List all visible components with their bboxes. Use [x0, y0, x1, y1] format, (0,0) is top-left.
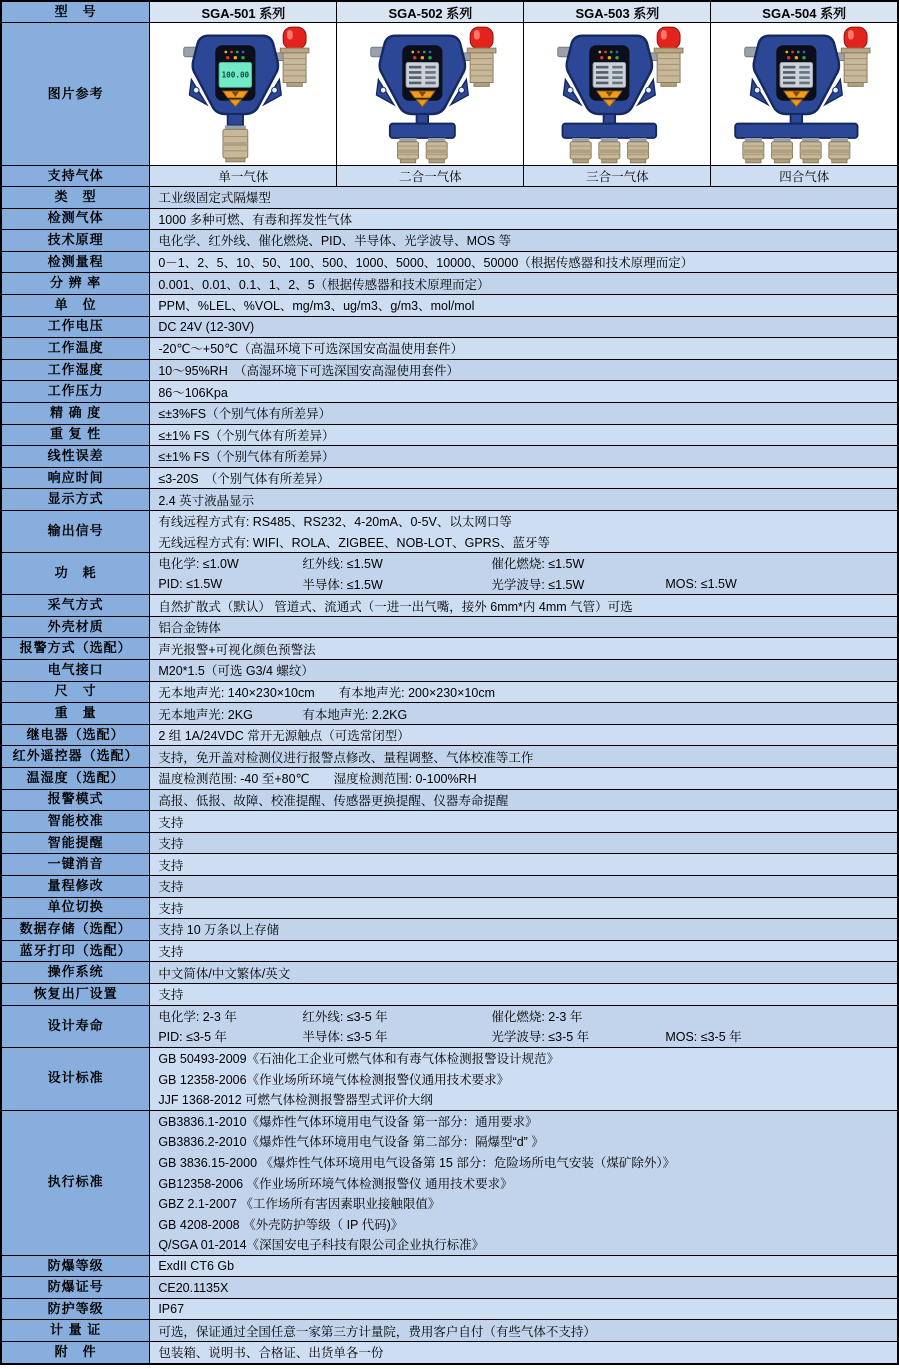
- spec-row-label: 工作压力: [1, 381, 150, 403]
- spec-value-segment: 半导体: ≤1.5W: [302, 577, 383, 592]
- spec-row-value: [150, 273, 898, 295]
- spec-row: [1, 832, 898, 854]
- spec-value-segment: 有本地声光: 200×230×10cm: [338, 685, 495, 700]
- spec-row: [1, 553, 898, 595]
- spec-row-value: [150, 446, 898, 468]
- spec-value-segment: 中文简体/中文繁体/英文: [158, 966, 291, 981]
- sga-504-quad-gas-detector: [718, 24, 890, 164]
- spec-row-label: 计 量 证: [1, 1320, 150, 1342]
- spec-row: [1, 940, 898, 962]
- spec-value-line: [150, 553, 897, 574]
- spec-value-line: [150, 489, 897, 510]
- spec-row: [1, 919, 898, 941]
- spec-row-value: [150, 638, 898, 660]
- spec-value-segment: GB12358-2006 《作业场所环境气体检测报警仪 通用技术要求》: [158, 1176, 513, 1191]
- gas-sensor-icon: [398, 138, 419, 163]
- spec-value-segment: 光学波导: ≤3-5 年: [491, 1030, 590, 1045]
- spec-row-label: 工作湿度: [1, 359, 150, 381]
- spec-value-segment: ≤±1% FS（个别气体有所差异）: [158, 428, 335, 443]
- spec-value-segment: 1000 多种可燃、有毒和挥发性气体: [158, 212, 353, 227]
- spec-value-segment: 支持，免开盖对检测仪进行报警点修改、量程调整、气体校准等工作: [158, 750, 534, 765]
- manifold-bar: [390, 124, 455, 138]
- supported-gas-label: 支持气体: [1, 166, 150, 187]
- spec-row-value: [150, 962, 898, 984]
- spec-row: [1, 789, 898, 811]
- spec-value-line: [150, 295, 897, 316]
- spec-row-value: [150, 681, 898, 703]
- spec-value-segment: 自然扩散式（默认） 管道式、流通式（一进一出气嘴，接外 6mm*内 4mm 气管）可选: [158, 599, 633, 614]
- spec-row-value: [150, 811, 898, 833]
- spec-value-segment: 无本地声光: 2KG: [158, 707, 253, 722]
- spec-value-segment: 电化学、红外线、催化燃烧、PID、半导体、光学波导、MOS 等: [158, 234, 512, 249]
- spec-value-line: [150, 638, 897, 659]
- spec-row-label: 单 位: [1, 294, 150, 316]
- model-header-cell: SGA-501 系列: [150, 1, 337, 23]
- spec-row-label: 恢复出厂设置: [1, 983, 150, 1005]
- spec-row: [1, 724, 898, 746]
- lcd-screen-icon: [780, 62, 812, 87]
- spec-row-label: 单位切换: [1, 897, 150, 919]
- spec-value-line: [150, 1193, 897, 1214]
- spec-value-line: [150, 790, 897, 811]
- spec-row: [1, 1320, 898, 1342]
- spec-value-segment: 10～95%RH （高湿环境下可选深国安高湿使用套件）: [158, 364, 460, 379]
- spec-row-value: [150, 187, 898, 209]
- spec-value-segment: 催化燃烧: ≤1.5W: [491, 557, 585, 572]
- lcd-screen-icon: [594, 62, 626, 87]
- spec-row-value: [150, 983, 898, 1005]
- spec-row: [1, 1255, 898, 1277]
- spec-row-label: 智能提醒: [1, 832, 150, 854]
- spec-value-segment: 支持: [158, 945, 184, 960]
- gas-sensor-icon: [427, 138, 448, 163]
- spec-row-value: [150, 660, 898, 682]
- spec-value-line: [150, 532, 897, 553]
- spec-value-line: [150, 1048, 897, 1069]
- spec-row-label: 报警方式（选配）: [1, 638, 150, 660]
- spec-row-value: [150, 553, 898, 595]
- spec-value-segment: -20℃～+50℃（高温环境下可选深国安高温使用套件）: [158, 342, 464, 357]
- spec-row-label: 设计寿命: [1, 1005, 150, 1047]
- spec-row-value: [150, 746, 898, 768]
- spec-value-segment: 包装箱、说明书、合格证、出货单各一份: [158, 1346, 384, 1361]
- spec-row-label: 防护等级: [1, 1298, 150, 1320]
- spec-row: [1, 424, 898, 446]
- spec-row: [1, 638, 898, 660]
- spec-value-segment: 电化学: ≤1.0W: [158, 557, 239, 572]
- gas-sensor-icon: [599, 138, 620, 163]
- spec-value-segment: 支持: [158, 858, 184, 873]
- gas-sensor-icon: [800, 138, 821, 163]
- spec-value-segment: JJF 1368-2012 可燃气体检测报警器型式评价大纲: [158, 1093, 433, 1108]
- spec-value-segment: 支持: [158, 988, 184, 1003]
- spec-value-line: [150, 595, 897, 616]
- spec-row-value: [150, 789, 898, 811]
- product-image-cell: [711, 23, 898, 166]
- spec-value-line: [150, 403, 897, 424]
- spec-row-value: [150, 1320, 898, 1342]
- manifold-bar: [563, 124, 657, 138]
- spec-row: [1, 876, 898, 898]
- spec-value-segment: 温度检测范围: -40 至+80℃: [158, 772, 310, 787]
- spec-value-line: [150, 833, 897, 854]
- spec-row-label: 设计标准: [1, 1047, 150, 1110]
- spec-value-line: [150, 446, 897, 467]
- spec-value-segment: 支持: [158, 837, 184, 852]
- spec-row: [1, 381, 898, 403]
- spec-row: [1, 251, 898, 273]
- spec-value-line: [150, 962, 897, 983]
- spec-value-segment: IP67: [158, 1302, 185, 1317]
- spec-row-label: 显示方式: [1, 489, 150, 511]
- spec-value-line: [150, 1256, 897, 1277]
- spec-row-label: 防爆等级: [1, 1255, 150, 1277]
- spec-row-label: 电气接口: [1, 660, 150, 682]
- spec-row-label: 工作温度: [1, 338, 150, 360]
- sga-501-single-gas-detector: [157, 24, 329, 164]
- spec-row: [1, 768, 898, 790]
- spec-row: [1, 897, 898, 919]
- spec-value-segment: 有本地声光: 2.2KG: [302, 707, 408, 722]
- spec-row-value: [150, 510, 898, 552]
- spec-row-label: 尺 寸: [1, 681, 150, 703]
- spec-value-line: [150, 703, 897, 724]
- spec-row-value: [150, 230, 898, 252]
- spec-value-segment: 光学波导: ≤1.5W: [491, 577, 585, 592]
- detector-body: [190, 36, 282, 114]
- spec-value-line: [150, 187, 897, 208]
- spec-row-label: 智能校准: [1, 811, 150, 833]
- spec-value-segment: 铝合金铸体: [158, 621, 221, 636]
- spec-row-value: [150, 251, 898, 273]
- spec-value-line: [150, 1299, 897, 1320]
- spec-value-line: [150, 273, 897, 294]
- spec-value-segment: GB3836.1-2010《爆炸性气体环境用电气设备 第一部分：通用要求》: [158, 1114, 538, 1129]
- spec-value-segment: 红外线: ≤3-5 年: [302, 1009, 388, 1024]
- spec-row-value: [150, 919, 898, 941]
- spec-row: [1, 660, 898, 682]
- spec-value-segment: GB 50493-2009《石油化工企业可燃气体和有毒气体检测报警设计规范》: [158, 1052, 560, 1067]
- spec-value-segment: 工业级固定式隔爆型: [158, 191, 271, 206]
- gas-sensor-icon: [772, 138, 793, 163]
- spec-value-segment: 支持: [158, 901, 184, 916]
- spec-row-label: 红外遥控器（选配）: [1, 746, 150, 768]
- spec-row: [1, 1342, 898, 1364]
- spec-row: [1, 595, 898, 617]
- spec-row: [1, 230, 898, 252]
- model-header-cell: SGA-504 系列: [711, 1, 898, 23]
- spec-row: [1, 1005, 898, 1047]
- spec-row: [1, 983, 898, 1005]
- spec-value-segment: GB 12358-2006《作业场所环境气体检测报警仪通用技术要求》: [158, 1072, 510, 1087]
- sga-503-triple-gas-detector: [531, 24, 703, 164]
- spec-row-label: 类 型: [1, 187, 150, 209]
- spec-row-label: 输出信号: [1, 510, 150, 552]
- spec-value-line: [150, 1068, 897, 1089]
- spec-row-value: [150, 595, 898, 617]
- spec-row-label: 继电器（选配）: [1, 724, 150, 746]
- spec-row: [1, 854, 898, 876]
- spec-row: [1, 402, 898, 424]
- spec-row-value: [150, 897, 898, 919]
- spec-value-segment: 2 组 1A/24VDC 常开无源触点（可选常闭型）: [158, 729, 410, 744]
- spec-value-line: [150, 1152, 897, 1173]
- spec-value-line: [150, 1342, 897, 1363]
- spec-row-label: 温湿度（选配）: [1, 768, 150, 790]
- spec-row-value: [150, 1298, 898, 1320]
- spec-row-label: 报警模式: [1, 789, 150, 811]
- spec-value-segment: MOS: ≤3-5 年: [665, 1030, 742, 1045]
- spec-row-label: 防爆证号: [1, 1277, 150, 1299]
- spec-value-line: [150, 252, 897, 273]
- spec-row: [1, 467, 898, 489]
- spec-row-label: 执行标准: [1, 1110, 150, 1255]
- spec-value-segment: 无线远程方式有: WIFI、ROLA、ZIGBEE、NOB-LOT、GPRS、蓝牙等: [158, 535, 551, 550]
- sga-502-dual-gas-detector: [344, 24, 516, 164]
- spec-value-segment: 支持: [158, 815, 184, 830]
- spec-value-segment: 湿度检测范围: 0-100%RH: [333, 772, 477, 787]
- spec-row-label: 功 耗: [1, 553, 150, 595]
- spec-row-value: [150, 854, 898, 876]
- gas-sensor-icon: [829, 138, 850, 163]
- spec-row-label: 技术原理: [1, 230, 150, 252]
- model-header-row: [1, 1, 898, 23]
- spec-value-segment: PID: ≤3-5 年: [158, 1030, 228, 1045]
- spec-value-segment: 无本地声光: 140×230×10cm: [158, 685, 315, 700]
- spec-value-segment: 支持: [158, 880, 184, 895]
- spec-row-value: [150, 724, 898, 746]
- spec-row: [1, 359, 898, 381]
- spec-row: [1, 294, 898, 316]
- spec-row-label: 重 复 性: [1, 424, 150, 446]
- spec-value-line: [150, 209, 897, 230]
- gas-sensor-icon: [628, 138, 649, 163]
- spec-value-segment: DC 24V (12-30V): [158, 319, 255, 334]
- detector-body: [377, 36, 469, 114]
- spec-value-line: [150, 876, 897, 897]
- spec-value-segment: GB 3836.15-2000 《爆炸性气体环境用电气设备第 15 部分：危险场所电气安装（煤矿除外）》: [158, 1156, 676, 1171]
- spec-row: [1, 746, 898, 768]
- spec-row-value: [150, 832, 898, 854]
- spec-value-line: [150, 360, 897, 381]
- spec-row-label: 采气方式: [1, 595, 150, 617]
- spec-value-line: [150, 511, 897, 532]
- spec-row: [1, 703, 898, 725]
- spec-value-line: [150, 1006, 897, 1027]
- spec-value-line: [150, 317, 897, 338]
- spec-row-value: [150, 359, 898, 381]
- model-header-label: 型 号: [1, 1, 150, 23]
- spec-value-line: [150, 1234, 897, 1255]
- spec-row-value: [150, 338, 898, 360]
- spec-value-line: [150, 1320, 897, 1341]
- spec-row-value: [150, 1342, 898, 1364]
- spec-value-segment: Q/SGA 01-2014《深国安电子科技有限公司企业执行标准》: [158, 1238, 485, 1253]
- spec-row-value: [150, 1110, 898, 1255]
- spec-row: [1, 489, 898, 511]
- spec-row-label: 外壳材质: [1, 616, 150, 638]
- model-header-cell: SGA-503 系列: [524, 1, 711, 23]
- spec-value-segment: MOS: ≤1.5W: [665, 576, 737, 591]
- spec-row-label: 线性误差: [1, 446, 150, 468]
- spec-value-line: [150, 1214, 897, 1235]
- spec-row-value: [150, 1047, 898, 1110]
- spec-row: [1, 962, 898, 984]
- spec-row-label: 响应时间: [1, 467, 150, 489]
- svg-text:100.00: 100.00: [221, 70, 250, 80]
- spec-value-line: [150, 1131, 897, 1152]
- spec-row-label: 工作电压: [1, 316, 150, 338]
- spec-value-segment: 高报、低报、故障、校准提醒、传感器更换提醒、仪器寿命提醒: [158, 793, 509, 808]
- spec-value-line: [150, 941, 897, 962]
- spec-value-line: [150, 381, 897, 402]
- spec-row-value: [150, 1255, 898, 1277]
- spec-row: [1, 616, 898, 638]
- spec-row-label: 检测量程: [1, 251, 150, 273]
- spec-value-segment: 声光报警+可视化颜色预警法: [158, 642, 316, 657]
- spec-value-segment: 可选，保证通过全国任意一家第三方计量院，费用客户自付（有些气体不支持）: [158, 1324, 596, 1339]
- spec-row-label: 检测气体: [1, 208, 150, 230]
- spec-row-value: [150, 316, 898, 338]
- spec-row-value: [150, 703, 898, 725]
- spec-value-segment: 半导体: ≤3-5 年: [302, 1030, 388, 1045]
- spec-value-line: [150, 338, 897, 359]
- supported-gas-cell: 二合一气体: [337, 166, 524, 187]
- spec-value-segment: ExdII CT6 Gb: [158, 1258, 235, 1273]
- spec-value-line: [150, 811, 897, 832]
- spec-value-line: [150, 230, 897, 251]
- spec-row-label: 附 件: [1, 1342, 150, 1364]
- spec-value-line: [150, 725, 897, 746]
- spec-value-line: [150, 919, 897, 940]
- supported-gas-cell: 四合气体: [711, 166, 898, 187]
- spec-row-label: 数据存储（选配）: [1, 919, 150, 941]
- product-image-row: [1, 23, 898, 166]
- supported-gas-cell: 单一气体: [150, 166, 337, 187]
- spec-value-line: [150, 1111, 897, 1132]
- spec-value-line: [150, 854, 897, 875]
- detector-body: [751, 36, 843, 114]
- spec-value-line: [150, 425, 897, 446]
- spec-value-line: [150, 1172, 897, 1193]
- spec-row: [1, 273, 898, 295]
- spec-row-value: [150, 616, 898, 638]
- spec-row-label: 操作系统: [1, 962, 150, 984]
- supported-gas-row: [1, 166, 898, 187]
- product-image-cell: [524, 23, 711, 166]
- spec-row-label: 蓝牙打印（选配）: [1, 940, 150, 962]
- spec-row-label: 精 确 度: [1, 402, 150, 424]
- spec-value-line: [150, 660, 897, 681]
- spec-value-segment: 有线远程方式有: RS485、RS232、4-20mA、0-5V、以太网口等: [158, 515, 512, 530]
- spec-row-label: 一键消音: [1, 854, 150, 876]
- spec-row-value: [150, 940, 898, 962]
- spec-row-label: 重 量: [1, 703, 150, 725]
- spec-value-segment: ≤±1% FS（个别气体有所差异）: [158, 450, 335, 465]
- supported-gas-cell: 三合一气体: [524, 166, 711, 187]
- spec-value-segment: PID: ≤1.5W: [158, 576, 223, 591]
- spec-row-value: [150, 208, 898, 230]
- spec-row-value: [150, 424, 898, 446]
- spec-value-line: [150, 682, 897, 703]
- spec-value-line: [150, 898, 897, 919]
- spec-value-segment: GB3836.2-2010《爆炸性气体环境用电气设备 第二部分：隔爆型“d” 》: [158, 1135, 544, 1150]
- spec-value-segment: 电化学: 2-3 年: [158, 1009, 237, 1024]
- spec-row-value: [150, 768, 898, 790]
- spec-value-segment: ≤±3%FS（个别气体有所差异）: [158, 407, 332, 422]
- spec-value-segment: 0－1、2、5、10、50、100、500、1000、5000、10000、50000（根据传感器和技术原理而定）: [158, 256, 694, 271]
- spec-row: [1, 1277, 898, 1299]
- spec-row: [1, 510, 898, 552]
- lcd-screen-icon: [406, 62, 438, 87]
- spec-row: [1, 208, 898, 230]
- detector-body: [564, 36, 656, 114]
- product-image-cell: [150, 23, 337, 166]
- spec-value-segment: 2.4 英寸液晶显示: [158, 493, 255, 508]
- manifold-bar: [735, 124, 857, 138]
- spec-row-value: [150, 402, 898, 424]
- spec-value-line: [150, 574, 897, 595]
- spec-value-segment: ≤3-20S （个别气体有所差异）: [158, 472, 330, 487]
- spec-row-label: 分 辨 率: [1, 273, 150, 295]
- spec-value-line: [150, 768, 897, 789]
- spec-row-value: [150, 876, 898, 898]
- gas-sensor-icon: [223, 126, 248, 162]
- spec-value-segment: 催化燃烧: 2-3 年: [491, 1009, 583, 1024]
- spec-value-segment: 0.001、0.01、0.1、1、2、5（根据传感器和技术原理而定）: [158, 277, 490, 292]
- spec-value-segment: GBZ 2.1-2007 《工作场所有害因素职业接触限值》: [158, 1197, 441, 1212]
- spec-value-line: [150, 468, 897, 489]
- spec-row-value: [150, 1005, 898, 1047]
- spec-row-value: [150, 294, 898, 316]
- spec-value-segment: 支持 10 万条以上存储: [158, 923, 280, 938]
- spec-row: [1, 316, 898, 338]
- product-image-cell: [337, 23, 524, 166]
- spec-value-segment: 红外线: ≤1.5W: [302, 557, 383, 572]
- model-header-cell: SGA-502 系列: [337, 1, 524, 23]
- image-row-label: 图片参考: [1, 23, 150, 166]
- gas-sensor-icon: [571, 138, 592, 163]
- spec-value-line: [150, 1089, 897, 1110]
- lcd-screen-icon: [219, 62, 251, 87]
- spec-value-line: [150, 746, 897, 767]
- spec-row-value: [150, 1277, 898, 1299]
- spec-row: [1, 1110, 898, 1255]
- gas-sensor-icon: [743, 138, 764, 163]
- spec-value-segment: GB 4208-2008 《外壳防护等级（ IP 代码)》: [158, 1217, 404, 1232]
- spec-row: [1, 338, 898, 360]
- spec-value-segment: M20*1.5（可选 G3/4 螺纹）: [158, 664, 314, 679]
- spec-row: [1, 1047, 898, 1110]
- spec-value-line: [150, 984, 897, 1005]
- spec-row: [1, 681, 898, 703]
- spec-row: [1, 1298, 898, 1320]
- spec-row: [1, 187, 898, 209]
- spec-value-segment: CE20.1135X: [158, 1280, 229, 1295]
- spec-value-segment: PPM、%LEL、%VOL、mg/m3、ug/m3、g/m3、mol/mol: [158, 299, 475, 314]
- spec-row-value: [150, 381, 898, 403]
- spec-value-line: [150, 617, 897, 638]
- spec-row: [1, 446, 898, 468]
- spec-row-value: [150, 467, 898, 489]
- spec-row-label: 量程修改: [1, 876, 150, 898]
- spec-value-line: [150, 1026, 897, 1047]
- spec-row: [1, 811, 898, 833]
- spec-row-value: [150, 489, 898, 511]
- spec-value-segment: 86～106Kpa: [158, 385, 228, 400]
- spec-value-line: [150, 1277, 897, 1298]
